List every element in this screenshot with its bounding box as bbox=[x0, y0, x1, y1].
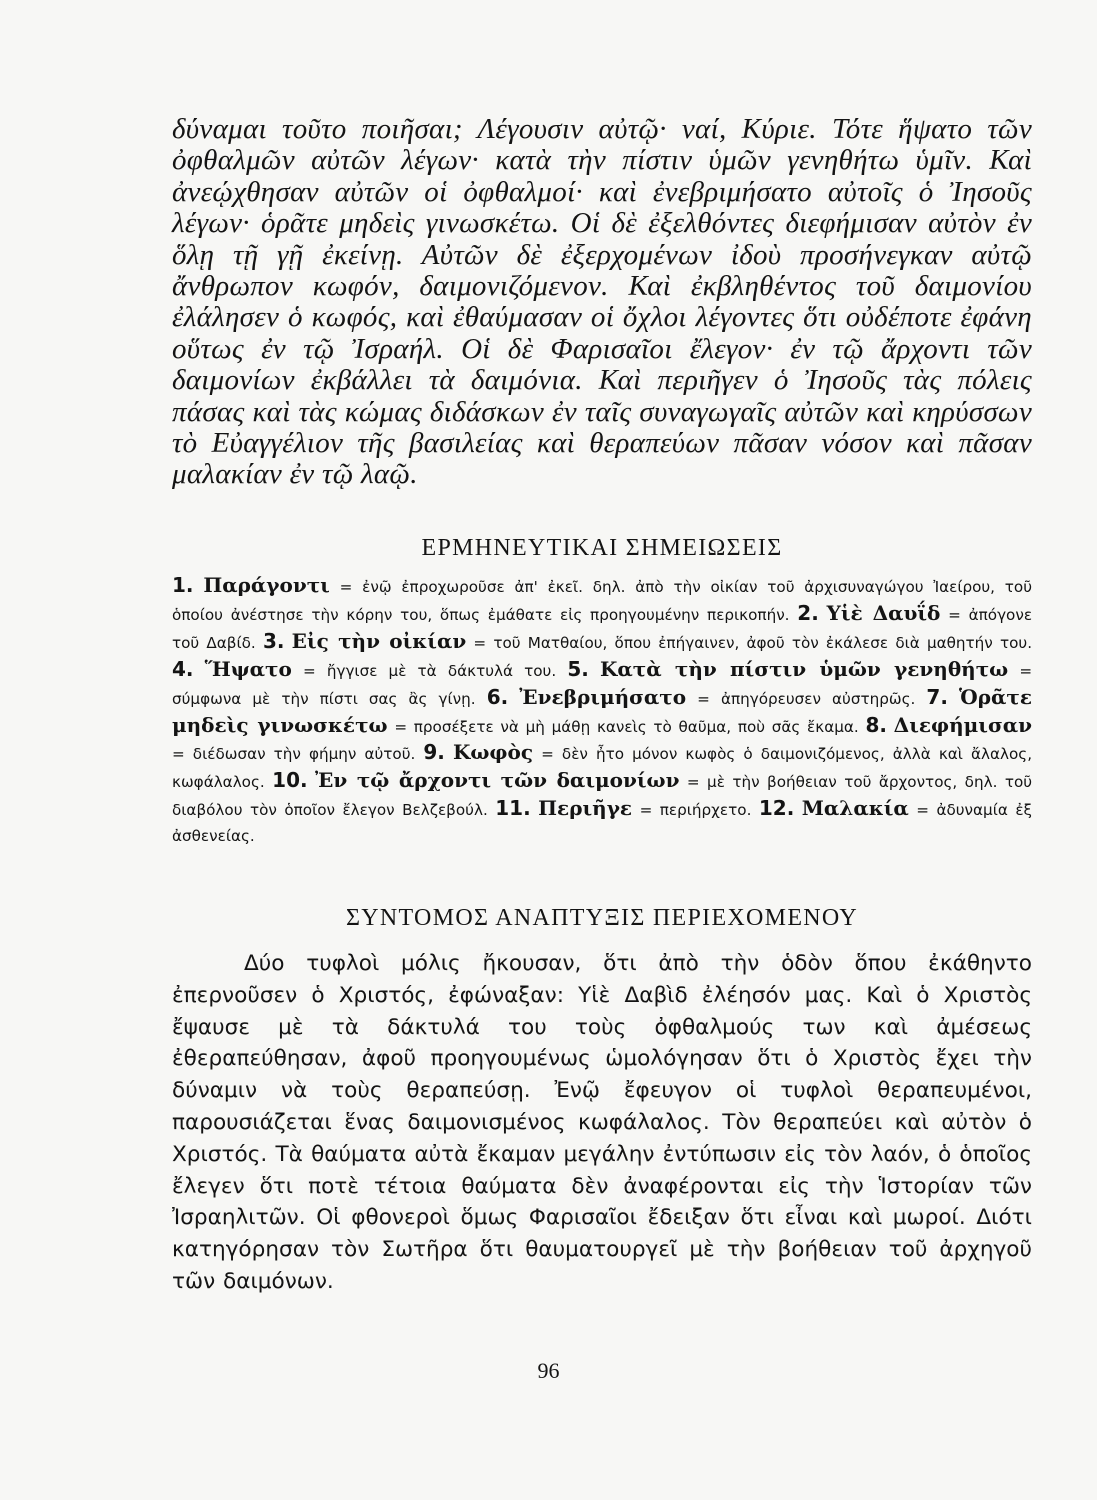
note-number: 6. bbox=[486, 684, 509, 709]
note-term: Παράγοντι bbox=[203, 573, 330, 597]
note-gloss: = περιήρχετο. bbox=[639, 801, 752, 820]
note-term: Ἐν τῷ ἄρχοντι τῶν δαιμονίων bbox=[315, 768, 680, 793]
note-term: Κωφὸς bbox=[452, 740, 534, 765]
note-number: 8. bbox=[865, 712, 887, 737]
note-term: Ἐνεβριμήσατο bbox=[519, 684, 687, 709]
note-term: Διεφήμισαν bbox=[893, 712, 1032, 737]
note-number: 11. bbox=[495, 796, 531, 821]
note-number: 12. bbox=[758, 796, 795, 821]
summary-text: Δύο τυφλοὶ μόλις ἤκουσαν, ὅτι ἀπὸ τὴν ὁδὸν ὅπου ἐκάθηντο ἐπερνοῦσεν ὁ Χριστός, ἐφώναξαν: Υἱὲ Δαβὶδ ἐλέησόν μας. Καὶ ὁ Χριστὸς ἔψαυσε μὲ τὰ δάκτυλά του τοὺς ὀφθαλμούς των καὶ ἀμέσεως ἐθεραπεύθησαν, ἀφοῦ προηγουμένως ὡμολόγησαν ὅτι ὁ Χριστὸς ἔχει τὴν δύναμιν νὰ τοὺς θεραπεύσῃ. Ἐνῷ ἔφευγον οἱ τυφλοὶ θεραπευμένοι, παρουσιάζεται ἕνας δαιμονισμένος κωφάλαλος. Τὸν θεραπεύει καὶ αὐτὸν ὁ Χριστός. Τὰ θαύματα αὐτὰ ἔκαμαν μεγάλην ἐντύπωσιν εἰς τὸν λαόν, ὁ ὁποῖος ἔλεγεν ὅτι ποτὲ τέτοια θαύματα δὲν ἀναφέρονται εἰς τὴν Ἱστορίαν τῶν Ἰσραηλιτῶν. Οἱ φθονεροὶ ὅμως Φαρισαῖοι ἔδειξαν ὅτι εἶναι καὶ μωροί. Διότι κατηγόρησαν τὸν Σωτῆρα ὅτι θαυματουργεῖ μὲ τὴν βοήθειαν τοῦ ἀρχηγοῦ τῶν δαιμόνων. bbox=[172, 951, 1032, 1294]
note-term: Υἱὲ Δαυΐδ bbox=[826, 600, 941, 625]
note-number: 3. bbox=[262, 628, 285, 653]
note-gloss: = ἀπηγόρευσεν αὐστηρῶς. bbox=[697, 689, 916, 708]
note-term: Μαλακία bbox=[801, 796, 909, 821]
note-number: 1. bbox=[172, 573, 194, 597]
note-gloss: = ἀδυναμία ἐξ ἀσθενείας. bbox=[172, 801, 1033, 846]
note-item bbox=[262, 628, 1033, 653]
note-term: Εἰς τὴν οἰκίαν bbox=[291, 628, 467, 653]
note-number: 9. bbox=[423, 740, 445, 765]
note-term: Κατὰ τὴν πίστιν ὑμῶν γενηθήτω bbox=[599, 656, 1009, 681]
note-gloss: = μὲ τὴν βοήθειαν τοῦ ἄρχοντος, δηλ. τοῦ διαβόλου τὸν ὁποῖον ἔλεγον Βελζεβούλ. bbox=[172, 773, 1033, 820]
note-gloss: = ἐνῷ ἐπροχωροῦσε ἀπ' ἐκεῖ. δηλ. ἀπὸ τὴν οἰκίαν τοῦ ἀρχισυναγώγου Ἰαείρου, τοῦ ὁποίου ἀνέστησε τὴν κόρην του, ὅπως ἐμάθατε εἰς προηγουμένην περικοπήν. bbox=[172, 578, 1033, 624]
note-term: Περιῆγε bbox=[538, 796, 633, 821]
note-gloss: = διέδωσαν τὴν φήμην αὐτοῦ. bbox=[172, 745, 416, 764]
note-number: 7. bbox=[926, 684, 948, 709]
note-term: Ἥψατο bbox=[204, 656, 292, 681]
explanatory-notes bbox=[172, 573, 1032, 850]
note-number: 5. bbox=[567, 656, 589, 681]
notes-heading: ΕΡΜΗΝΕΥΤΙΚΑΙ ΣΗΜΕΙΩΣΕΙΣ bbox=[421, 535, 783, 561]
note-gloss: = δὲν ἦτο μόνον κωφὸς ὁ δαιμονιζόμενος, ἀλλὰ καὶ ἄλαλος, κωφάλαλος. bbox=[172, 745, 1033, 792]
note-gloss: = ἀπόγονε τοῦ Δαβίδ. bbox=[172, 605, 1033, 652]
note-number: 4. bbox=[172, 656, 194, 681]
page-number: 96 bbox=[537, 1358, 560, 1383]
note-gloss: = προσέξετε νὰ μὴ μάθῃ κανεὶς τὸ θαῦμα, ποὺ σᾶς ἔκαμα. bbox=[394, 717, 859, 736]
summary-heading: ΣΥΝΤΟΜΟΣ ΑΝΑΠΤΥΞΙΣ ΠΕΡΙΕΧΟΜΕΝΟΥ bbox=[346, 905, 858, 931]
note-term: Ὁρᾶτε μηδεὶς γινωσκέτω bbox=[172, 684, 1032, 737]
gospel-passage: δύναμαι τοῦτο ποιῆσαι; Λέγουσιν αὐτῷ· ναί, Κύριε. Τότε ἥψατο τῶν ὀφθαλμῶν αὐτῶν λέγων· κατὰ τὴν πίστιν ὑμῶν γενηθήτω ὑμῖν. Καὶ ἀνεῴχθησαν αὐτῶν οἱ ὀφθαλμοί· καὶ ἐνεβριμήσατο αὐτοῖς ὁ Ἰησοῦς λέγων· ὁρᾶτε μηδεὶς γινωσκέτω. Οἱ δὲ ἐξελθόντες διεφήμισαν αὐτὸν ἐν ὅλῃ τῇ γῇ ἐκείνῃ. Αὐτῶν δὲ ἐξερχομένων ἰδοὺ προσήνεγκαν αὐτῷ ἄνθρωπον κωφόν, δαιμονιζόμενον. Καὶ ἐκβληθέντος τοῦ δαιμονίου ἐλάλησεν ὁ κωφός, καὶ ἐθαύμασαν οἱ ὄχλοι λέγοντες ὅτι οὐδέποτε ἐφάνη οὕτως ἐν τῷ Ἰσραήλ. Οἱ δὲ Φαρισαῖοι ἔλεγον· ἐν τῷ ἄρχοντι τῶν δαιμονίων ἐκβάλλει τὰ δαιμόνια. Καὶ περιῆγεν ὁ Ἰησοῦς τὰς πόλεις πάσας καὶ τὰς κώμας διδάσκων ἐν ταῖς συναγωγαῖς αὐτῶν καὶ κηρύσσων τὸ Εὐαγγέλιον τῆς βασιλείας καὶ θεραπεύων πᾶσαν νόσον καὶ πᾶσαν μαλακίαν ἐν τῷ λαῷ. bbox=[172, 113, 1032, 491]
note-number: 10. bbox=[272, 768, 308, 793]
note-item bbox=[486, 684, 916, 709]
note-item bbox=[495, 796, 752, 821]
note-gloss: = τοῦ Ματθαίου, ὅπου ἐπήγαινεν, ἀφοῦ τὸν ἐκάλεσε διὰ μαθητήν του. bbox=[473, 633, 1033, 652]
note-number: 2. bbox=[797, 600, 819, 625]
note-gloss: = σύμφωνα μὲ τὴν πίστι σας ἂς γίνῃ. bbox=[172, 661, 1033, 708]
note-gloss: = ἤγγισε μὲ τὰ δάκτυλά του. bbox=[302, 661, 557, 680]
note-item bbox=[172, 656, 557, 681]
